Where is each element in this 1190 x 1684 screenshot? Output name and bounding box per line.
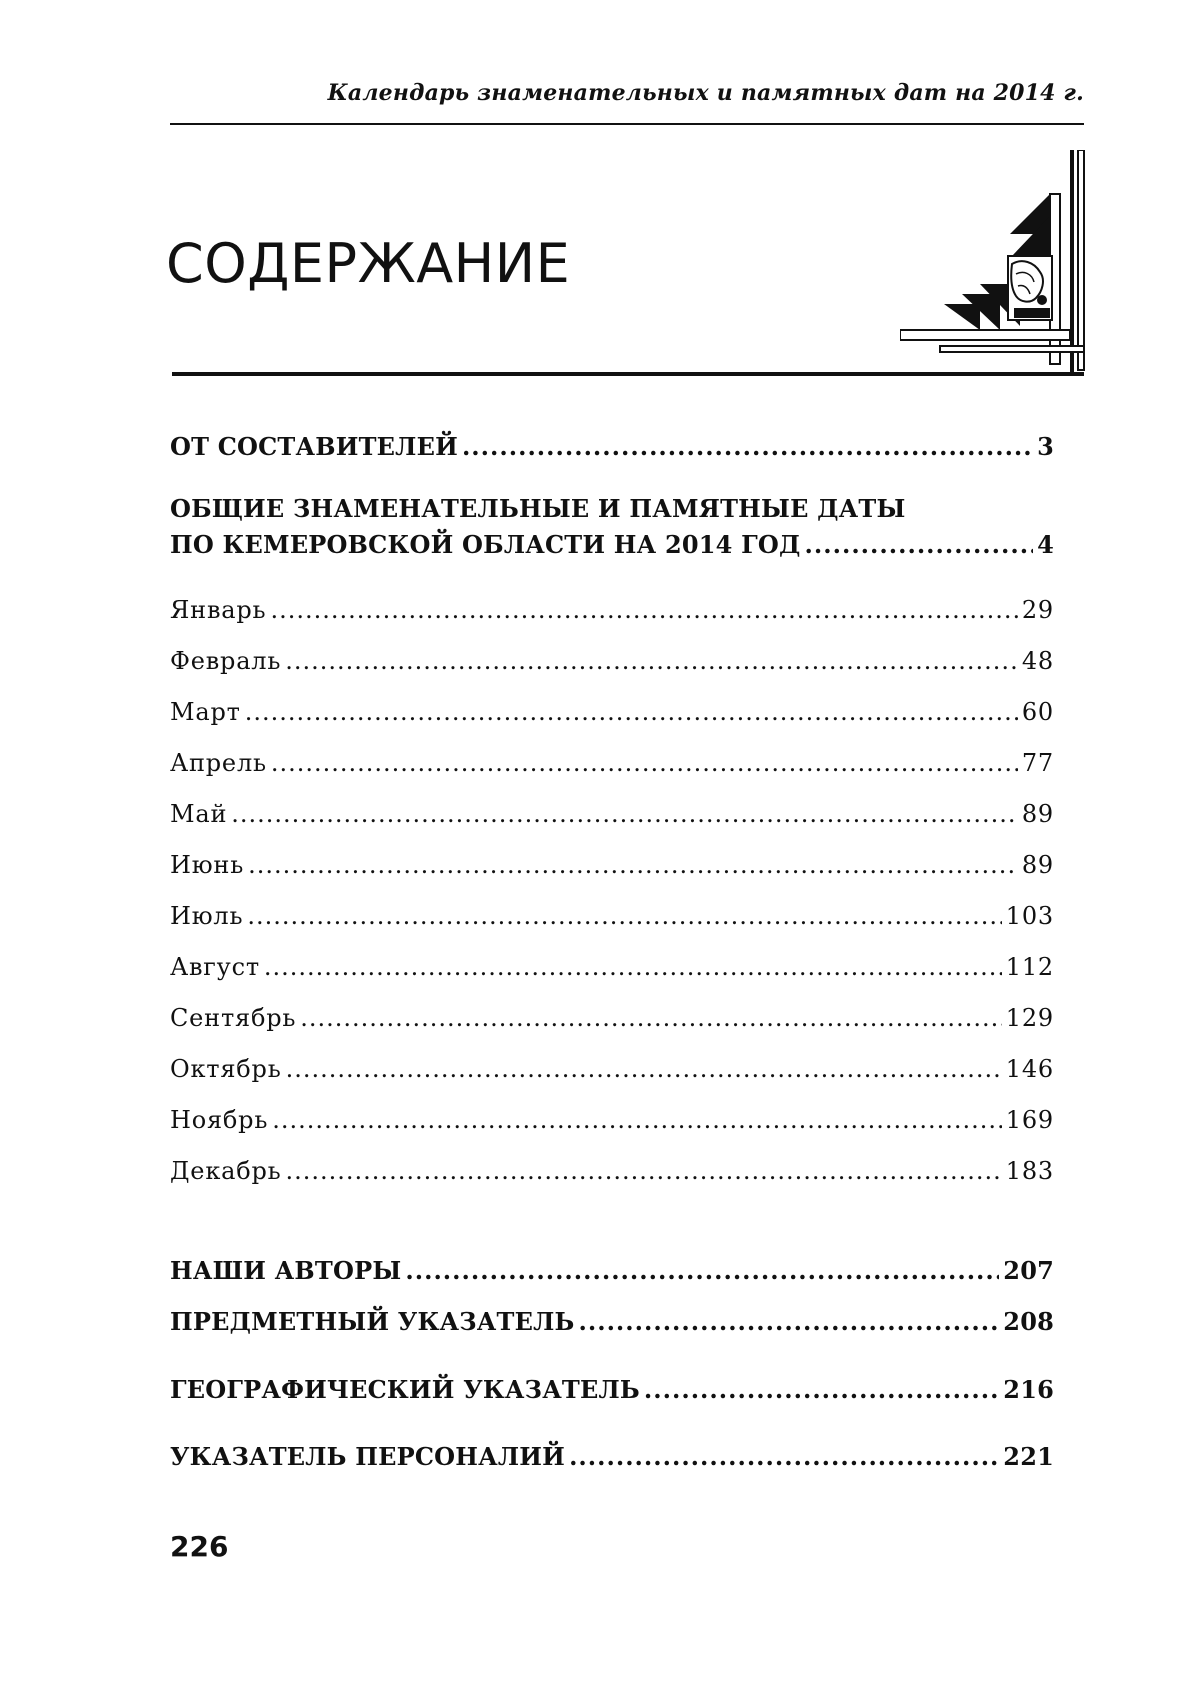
page-number: 226	[170, 1530, 229, 1563]
toc-entry-label: ГЕОГРАФИЧЕСКИЙ УКАЗАТЕЛЬ	[170, 1375, 640, 1404]
toc-entry-month[interactable]	[170, 1004, 1054, 1032]
dot-leader	[264, 953, 1002, 981]
toc-entry-label: Июль	[170, 902, 244, 930]
toc-entry-page: 208	[1003, 1307, 1054, 1336]
toc-entry-general-dates-line1[interactable]: ОБЩИЕ ЗНАМЕНАТЕЛЬНЫЕ И ПАМЯТНЫЕ ДАТЫ	[170, 494, 906, 523]
toc-entry-month[interactable]	[170, 749, 1054, 777]
toc-entry-month[interactable]	[170, 647, 1054, 675]
toc-entry-label: Ноябрь	[170, 1106, 269, 1134]
dot-leader	[271, 749, 1018, 777]
toc-entry-subject-index[interactable]	[170, 1307, 1054, 1336]
toc-entry-label: Март	[170, 698, 241, 726]
toc-entry-geographic-index[interactable]	[170, 1375, 1054, 1404]
toc-entry-month[interactable]	[170, 851, 1054, 879]
toc-entry-authors[interactable]	[170, 1256, 1054, 1285]
toc-entry-month[interactable]	[170, 1106, 1054, 1134]
toc-entry-month[interactable]	[170, 953, 1054, 981]
toc-entry-page: 103	[1005, 902, 1054, 930]
dot-leader	[231, 800, 1018, 828]
toc-entry-label: Май	[170, 800, 228, 828]
toc-entry-label: Январь	[170, 596, 267, 624]
toc-entry-page: 129	[1005, 1004, 1054, 1032]
dot-leader	[579, 1307, 1000, 1336]
header-rule	[170, 123, 1084, 125]
toc-entry-label: Апрель	[170, 749, 267, 777]
toc-entry-month[interactable]	[170, 698, 1054, 726]
toc-entry-page: 60	[1021, 698, 1054, 726]
toc-entry-label: Декабрь	[170, 1157, 282, 1185]
toc-entry-label: ОТ СОСТАВИТЕЛЕЙ	[170, 432, 458, 461]
toc-entry-page: 29	[1021, 596, 1054, 624]
toc-entry-page: 89	[1021, 800, 1054, 828]
toc-entry-page: 48	[1021, 647, 1054, 675]
toc-entry-month[interactable]	[170, 1157, 1054, 1185]
dot-leader	[247, 902, 1001, 930]
dot-leader	[285, 647, 1018, 675]
dot-leader	[245, 698, 1018, 726]
toc-entry-month[interactable]	[170, 800, 1054, 828]
toc-entry-page: 146	[1005, 1055, 1054, 1083]
toc-entry-label: ПРЕДМЕТНЫЙ УКАЗАТЕЛЬ	[170, 1307, 575, 1336]
dot-leader	[405, 1256, 999, 1285]
toc-entry-label: УКАЗАТЕЛЬ ПЕРСОНАЛИЙ	[170, 1442, 566, 1471]
dot-leader	[286, 1157, 1002, 1185]
toc-entry-page: 89	[1021, 851, 1054, 879]
toc-entry-page: 221	[1003, 1442, 1054, 1471]
dot-leader	[270, 596, 1017, 624]
dot-leader	[272, 1106, 1002, 1134]
toc-entry-page: 112	[1005, 953, 1054, 981]
toc-entry-month[interactable]	[170, 596, 1054, 624]
dot-leader	[644, 1375, 999, 1404]
toc-entry-label: ПО КЕМЕРОВСКОЙ ОБЛАСТИ НА 2014 ГОД	[170, 530, 801, 559]
dot-leader	[805, 530, 1034, 559]
toc-entry-page: 216	[1003, 1375, 1054, 1404]
running-header: Календарь знаменательных и памятных дат на 2014 г.	[327, 80, 1084, 106]
toc-entry-page: 3	[1037, 432, 1054, 461]
toc-entry-label: Август	[170, 953, 260, 981]
dot-leader	[248, 851, 1018, 879]
toc-entry-general-dates[interactable]	[170, 530, 1054, 559]
toc-entry-page: 4	[1037, 530, 1054, 559]
toc-entry-label: НАШИ АВТОРЫ	[170, 1256, 402, 1285]
toc-entry-page: 169	[1005, 1106, 1054, 1134]
dot-leader	[300, 1004, 1002, 1032]
corner-ornament-icon	[900, 150, 1086, 376]
toc-entry-label: Октябрь	[170, 1055, 282, 1083]
toc-entry-persons-index[interactable]	[170, 1442, 1054, 1471]
toc-entry-page: 207	[1003, 1256, 1054, 1285]
toc-entry-from-compilers[interactable]	[170, 432, 1054, 461]
toc-entry-label: Сентябрь	[170, 1004, 297, 1032]
toc-entry-month[interactable]	[170, 1055, 1054, 1083]
toc-entry-page: 183	[1005, 1157, 1054, 1185]
toc-entry-month[interactable]	[170, 902, 1054, 930]
dot-leader	[286, 1055, 1002, 1083]
title-rule	[172, 372, 1084, 376]
toc-entry-label: Февраль	[170, 647, 282, 675]
dot-leader	[569, 1442, 999, 1471]
page-title: СОДЕРЖАНИЕ	[166, 232, 571, 295]
toc-entry-page: 77	[1021, 749, 1054, 777]
dot-leader	[462, 432, 1033, 461]
toc-entry-label: Июнь	[170, 851, 245, 879]
